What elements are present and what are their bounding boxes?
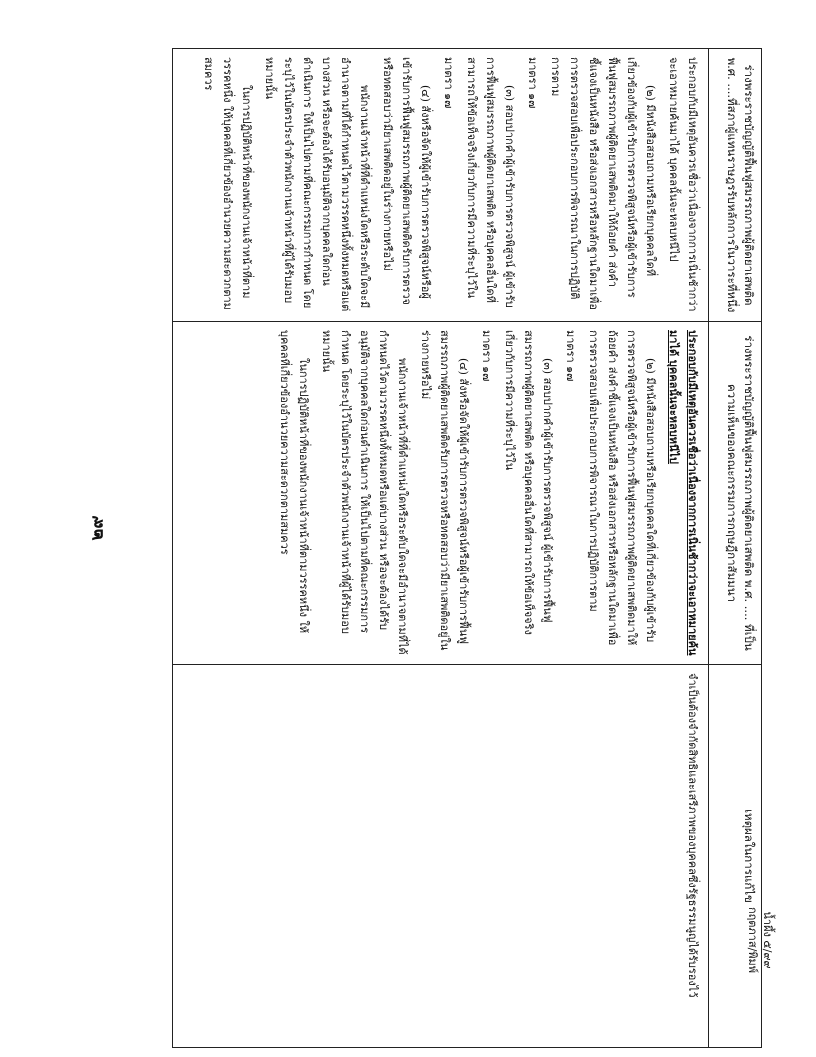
comparison-table [172, 48, 762, 1048]
original-paragraph: (๔) สั่งหรือจัดให้ผู้เข้ารับการตรวจพิสูจน์หรือผู้เข้ารับการฟื้นฟูสมรรถภาพผู้ติดยาเสพติดรับการตรวจหรือทดสอบว่ามียาเสพติดอยู่ในร่างกายหรือไม่ [381, 57, 432, 305]
revised-paragraph: มาตรา ๑๗ [564, 330, 577, 382]
revised-paragraph: พนักงานเจ้าหน้าที่ที่ดำแหน่งใดหรือระดับใดจะมีอำนาจตามที่ได้กำหนดไว้ตามวรรคหนึ่งทั้งหมดหรือแต่บางส่วน หรือจะต้องได้รับอนุมัติจากบุคคลใดก่อนดำเนินการ ให้เป็นไปตามที่คณะกรรมการกำหนด โดยระบุไว้ในบัตรประจำตัวพนักงานเจ้าหน้าที่ผู้ได้รับมอบหมายนั้น [320, 330, 409, 655]
typist-note-line1: น้ำผึ้ง ๕/๙๙ [761, 911, 774, 969]
reason-text: จำเป็นต้องจำกัดสิทธิและเสรีภาพของบุคคลซึ่งรัฐธรรมนูญได้รับรองไว้ [686, 673, 699, 998]
original-paragraph: ประกอบกับมีเหตุอันควรเชื่อว่าเนื่องจากการเนิ่นช้ากว่าจะเอาหมายค้นมาได้ บุคคลนั้นจะหลบหนีไป [667, 57, 699, 312]
page-number: ๒๙ [86, 515, 108, 541]
reason-cell [173, 665, 709, 1048]
revised-paragraph: ในการปฏิบัติหน้าที่ของพนักงานเจ้าหน้าที่ตามวรรคหนึ่ง ให้บุคคลที่เกี่ยวข้องอำนวยความสะดวกตามสมควร [278, 330, 310, 634]
header-revised-draft: ร่างพระราชบัญญัติฟื้นฟูสมรรถภาพผู้ติดยาเสพติด พ.ศ. .... ที่เป็นความเห็นของคณะกรรมการกฤษฎีกาสัมมนา [709, 322, 762, 665]
header-reason: เหตุผลในการแก้ไข [709, 665, 762, 1048]
original-paragraph: (๓) สอบปากคำผู้เข้ารับการตรวจพิสูจน์ ผู้เข้ารับการฟื้นฟูสมรรถภาพผู้ติดยาเสพติด หรือบุคคลอื่นใดที่สามารถให้ข้อเท็จจริงเกี่ยวกับการมีความที่ระบุไว้ใน [465, 57, 516, 308]
table-body-row [173, 49, 709, 1048]
table-header-row [709, 49, 762, 1048]
typist-note [745, 907, 775, 973]
header-original-draft: ร่างพระราชบัญญัติฟื้นฟูสมรรถภาพผู้ติดยาเสพติด พ.ศ. ....ที่สภาผู้แทนราษฎรรับหลักการในวาระที่หนึ่ง [709, 49, 762, 322]
original-paragraph: มาตรา ๑๗ [442, 57, 455, 109]
original-paragraph: พนักงานเจ้าหน้าที่ที่ดำแหน่งใดหรือระดับใดจะมีอำนาจตามที่ได้กำหนดไว้ตามวรรคหนึ่งทั้งหมดหรือแต่บางส่วน หรือจะต้องได้รับอนุมัติจากบุคคลใดก่อนดำเนินการ ให้เป็นไปตามที่คณะกรรมการกำหนด โดยระบุไว้ในบัตรประจำตัวพนักงานเจ้าหน้าที่ผู้ได้รับมอบหมายนั้น [263, 57, 371, 312]
original-paragraph: มาตรา ๑๗ [526, 57, 539, 109]
revised-paragraph: (๓) สอบปากคำผู้เข้ารับการตรวจพิสูจน์ ผู้เข้ารับการฟื้นฟูสมรรถภาพผู้ติดยาเสพติด หรือบุคคลอื่นใดที่สามารถให้ข้อเท็จจริงเกี่ยวกับการมีความที่ระบุไว้ใน [503, 330, 554, 635]
rotated-table-wrapper [172, 48, 762, 1008]
revised-paragraph: (๒) มีหนังสือสอบถามหรือเรียกบุคคลใดที่เกี่ยวข้องกับผู้เข้ารับการตรวจพิสูจน์หรือผู้เข้ารับการฟื้นฟูสมรรถภาพผู้ติดยาเสพติดมาให้ถ้อยคำ ส่งคำชี้แจงเป็นหนังสือ หรือส่งเอกสารหรือหลักฐานใดมาเพื่อการตรวจสอบเพื่อประกอบการพิจารณาในการปฏิบัติการตาม [587, 330, 657, 646]
typist-note-line2: กฤตภาส/พิมพ์ [746, 906, 759, 974]
original-draft-cell [173, 49, 709, 322]
revised-draft-cell [173, 322, 709, 665]
original-paragraph: ในการปฏิบัติหน้าที่ของพนักงานเจ้าหน้าที่ตามวรรคหนึ่ง ให้บุคคลที่เกี่ยวข้องอำนวยความสะดวกตามสมควร [202, 57, 253, 310]
revised-paragraph: ประกอบกับมีเหตุอันควรเชื่อว่าเนื่องจากการเนิ่นช้ากว่าจะเอาหมายค้นมาได้ บุคคลนั้นจะหลบหนีไป [667, 330, 699, 656]
revised-paragraph: (๔) สั่งหรือจัดให้ผู้เข้ารับการตรวจพิสูจน์หรือผู้เข้ารับการฟื้นฟูสมรรถภาพผู้ติดยาเสพติดรับการตรวจหรือทดสอบว่ามียาเสพติดอยู่ในร่างกายหรือไม่ [419, 330, 470, 651]
revised-paragraph: มาตรา ๑๗ [480, 330, 493, 382]
original-paragraph: (๒) มีหนังสือสอบถามหรือเรียกบุคคลใดที่เกี่ยวข้องกับผู้เข้ารับการตรวจพิสูจน์หรือผู้เข้ารับการฟื้นฟูสมรรถภาพผู้ติดยาเสพติดมาให้ถ้อยคำ ส่งคำชี้แจงเป็นหนังสือ หรือส่งเอกสารหรือหลักฐานใดมาเพื่อการตรวจสอบเพื่อประกอบการพิจารณาในการปฏิบัติการตาม [549, 57, 657, 311]
